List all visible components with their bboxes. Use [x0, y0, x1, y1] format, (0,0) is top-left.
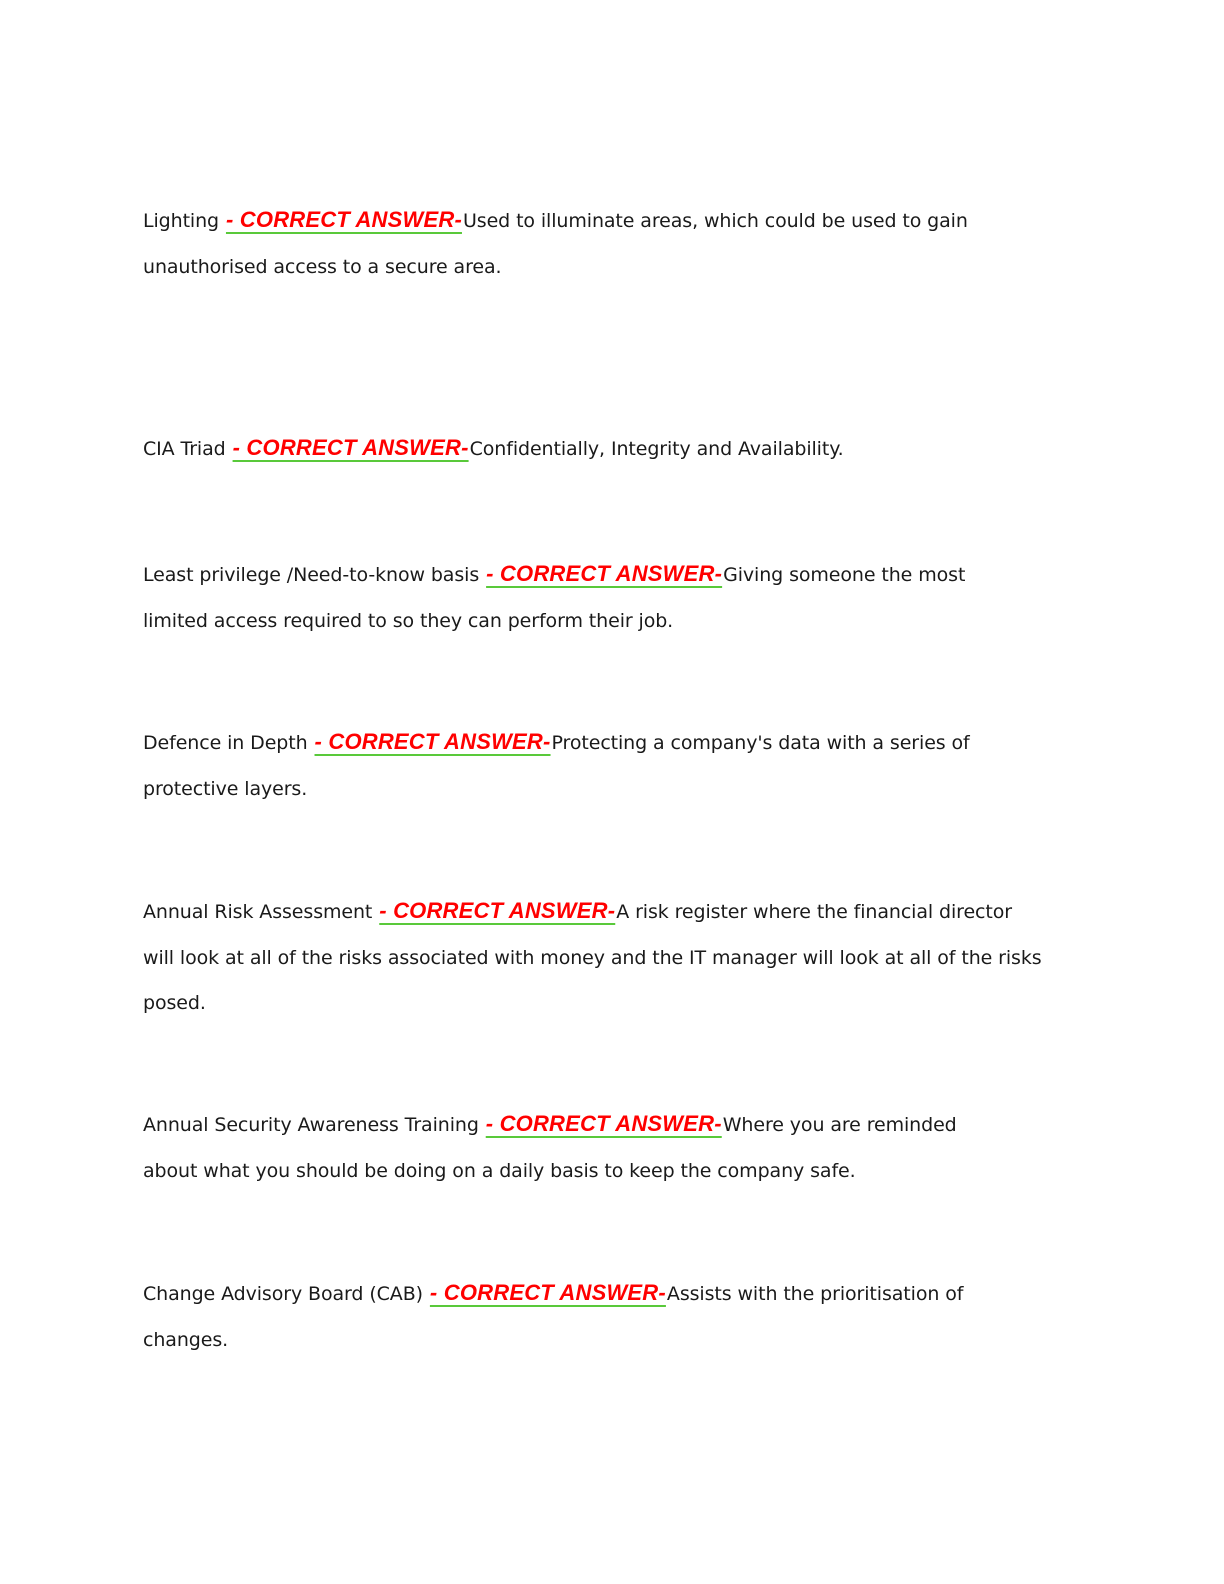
entry-term: Change Advisory Board (CAB) [143, 1283, 423, 1305]
entry-line-3 [143, 981, 1073, 1025]
entry-definition-continued: protective layers. [143, 778, 308, 800]
entry-line-1 [143, 551, 1073, 598]
entry-defence-in-depth [143, 719, 1073, 812]
entry-line-2 [143, 1317, 1073, 1363]
entry-definition: Protecting a company's data with a series of [551, 732, 970, 754]
correct-answer-marker: - CORRECT ANSWER- [429, 1280, 666, 1305]
entry-line-1 [143, 1270, 1073, 1317]
entry-definition-continued: will look at all of the risks associated with money and the IT manager will look at all of the risks [143, 947, 1042, 969]
entry-line-2 [143, 1148, 1073, 1194]
correct-answer-marker: - CORRECT ANSWER- [486, 561, 723, 586]
entry-line-1 [143, 197, 1073, 244]
entry-term: Defence in Depth [143, 732, 308, 754]
entry-definition-continued: changes. [143, 1329, 229, 1351]
entry-lighting [143, 197, 1073, 290]
entry-line-2 [143, 598, 1073, 644]
entry-line-1 [143, 719, 1073, 766]
correct-answer-marker: - CORRECT ANSWER- [314, 729, 551, 754]
entry-term: CIA Triad [143, 438, 226, 460]
entry-definition-continued: posed. [143, 992, 206, 1014]
entry-definition-continued: unauthorised access to a secure area. [143, 256, 502, 278]
entry-definition: A risk register where the financial director [616, 901, 1012, 923]
correct-answer-marker: - CORRECT ANSWER- [379, 898, 616, 923]
entry-security-awareness-training [143, 1101, 1073, 1194]
entry-term: Least privilege /Need-to-know basis [143, 564, 480, 586]
entry-line-1 [143, 888, 1073, 935]
entry-definition: Confidentially, Integrity and Availability. [469, 438, 844, 460]
entry-line-2 [143, 244, 1073, 290]
correct-answer-marker: - CORRECT ANSWER- [225, 207, 462, 232]
entry-term: Lighting [143, 210, 219, 232]
entry-definition-continued: limited access required to so they can perform their job. [143, 610, 674, 632]
entry-cia-triad [143, 425, 1073, 472]
entry-term: Annual Risk Assessment [143, 901, 373, 923]
entry-definition: Giving someone the most [723, 564, 966, 586]
entry-line-2 [143, 766, 1073, 812]
entry-change-advisory-board [143, 1270, 1073, 1363]
entry-definition: Assists with the prioritisation of [666, 1283, 964, 1305]
entry-least-privilege [143, 551, 1073, 644]
correct-answer-marker: - CORRECT ANSWER- [485, 1111, 722, 1136]
entry-definition-continued: about what you should be doing on a daily basis to keep the company safe. [143, 1160, 856, 1182]
entry-line-1 [143, 1101, 1073, 1148]
entry-annual-risk-assessment [143, 888, 1073, 1025]
entry-line-1 [143, 425, 1073, 472]
entry-definition: Used to illuminate areas, which could be used to gain [462, 210, 968, 232]
entry-term: Annual Security Awareness Training [143, 1114, 479, 1136]
correct-answer-marker: - CORRECT ANSWER- [232, 435, 469, 460]
entry-definition: Where you are reminded [722, 1114, 957, 1136]
entry-line-2 [143, 935, 1073, 981]
